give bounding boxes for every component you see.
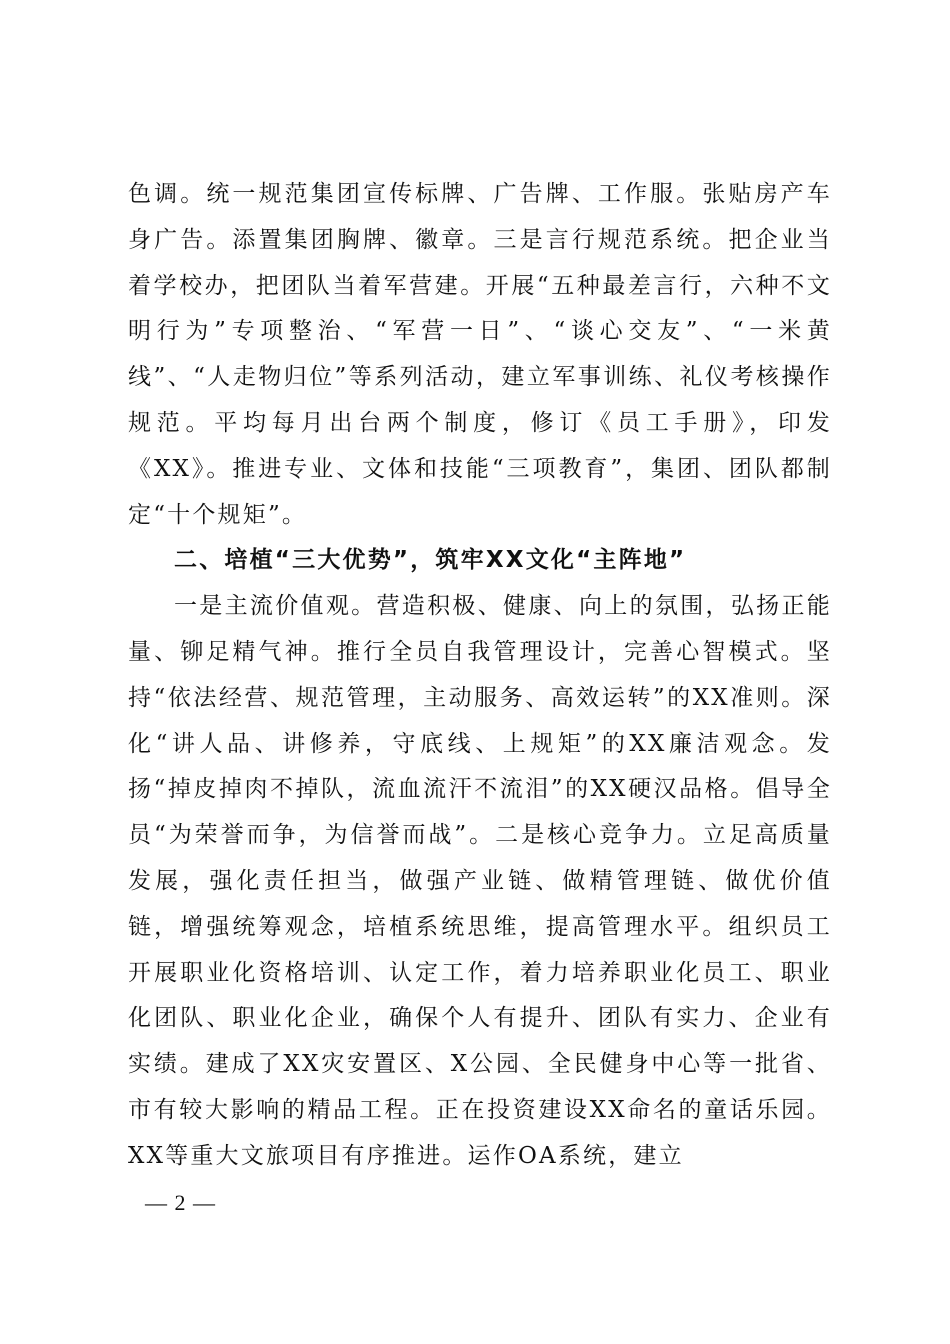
paragraph-continued: 色调。统一规范集团宣传标牌、广告牌、工作服。张贴房产车身广告。添置集团胸牌、徽章。三是言行规范系统。把企业当着学校办，把团队当着军营建。开展“五种最差言行，六种不文明行为”专项整治、“军营一日”、“谈心交友”、“一米黄线”、“人走物归位”等系列活动，建立军事训练、礼仪考核操作规范。平均每月出台两个制度，修订《员工手册》，印发《XX》。推进专业、文体和技能“三项教育”，集团、团队都制定“十个规矩”。 [128, 181, 832, 528]
section-heading: 二、培植“三大优势”，筑牢XX文化“主阵地” [174, 547, 687, 574]
paragraph-body: 一是主流价值观。营造积极、健康、向上的氛围，弘扬正能量、铆足精气神。推行全员自我管理设计，完善心智模式。坚持“依法经营、规范管理，主动服务、高效运转”的XX准则。深化“讲人品、讲修养，守底线、上规矩”的XX廉洁观念。发扬“掉皮掉肉不掉队，流血流汗不流泪”的XX硬汉品格。倡导全员“为荣誉而争，为信誉而战”。二是核心竞争力。立足高质量发展，强化责任担当，做强产业链、做精管理链、做优价值链，增强统筹观念，培植系统思维，提高管理水平。组织员工开展职业化资格培训、认定工作，着力培养职业化员工、职业化团队、职业化企业，确保个人有提升、团队有实力、企业有实绩。建成了XX灾安置区、X公园、全民健身中心等一批省、市有较大影响的精品工程。正在投资建设XX命名的童话乐园。XX等重大文旅项目有序推进。运作OA系统，建立 [128, 593, 832, 1169]
document-body [128, 172, 832, 1180]
page-number: — 2 — [145, 1190, 216, 1215]
